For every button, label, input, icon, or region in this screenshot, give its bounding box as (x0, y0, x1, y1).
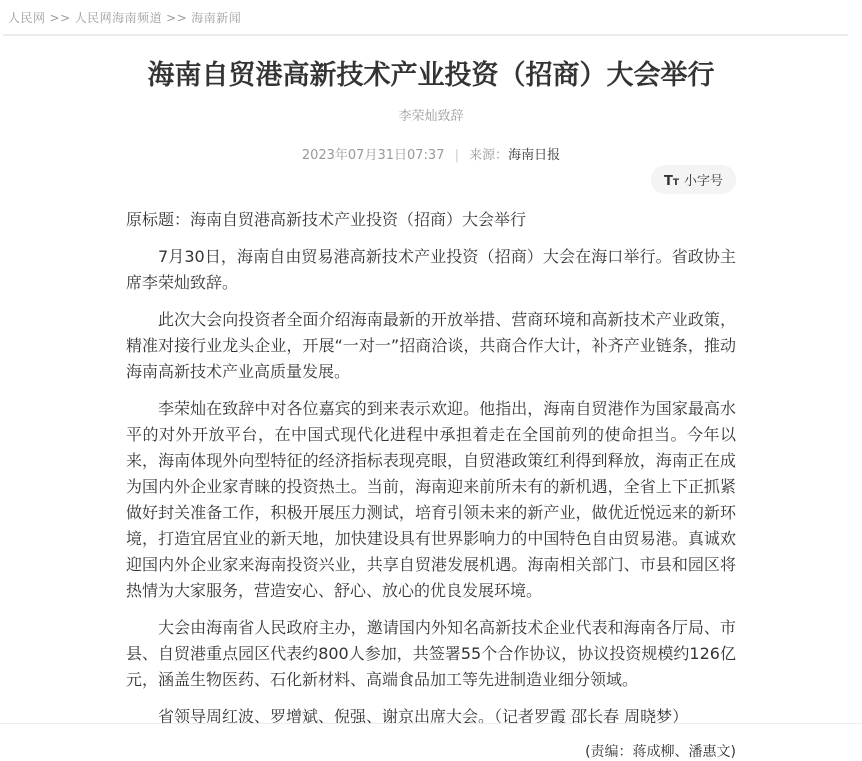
article-paragraph: 省领导周红波、罗增斌、倪强、谢京出席大会。（记者罗霞 邵长春 周晓梦） (158, 706, 689, 726)
article-subtitle: 李荣灿致辞 (398, 108, 464, 124)
article-toolbar (126, 165, 736, 194)
source-label: 来源： (469, 147, 509, 163)
article-paragraph: 原标题：海南自贸港高新技术产业投资（招商）大会举行 (126, 209, 527, 229)
source-link[interactable]: 海南日报 (508, 147, 561, 163)
breadcrumb-link[interactable]: 人民网 (8, 11, 46, 25)
article-paragraph: 7月30日，海南自由贸易港高新技术产业投资（招商）大会在海口举行。省政协主席李荣灿致辞。 (126, 246, 736, 292)
header-bar (3, 0, 848, 36)
font-size-icon: T T (663, 173, 679, 189)
breadcrumb-link[interactable]: 海南新闻 (191, 11, 242, 25)
editor-note: (责编：蒋成柳、潘惠文) (585, 743, 736, 760)
breadcrumb (8, 9, 848, 26)
publish-date: 2023年07月31日07:37 (301, 147, 445, 163)
article-meta (126, 144, 736, 163)
article-paragraph: 大会由海南省人民政府主办，邀请国内外知名高新技术企业代表和海南各厅局、市县、自贸港重点园区代表约800人参加，共签署55个合作协议，协议投资规模约126亿元，涵盖生物医药、石化新材料、高端食品加工等先进制造业细分领域。 (126, 617, 736, 689)
breadcrumb-separator: >> (166, 11, 188, 25)
font-size-button[interactable] (651, 165, 736, 194)
bottom-divider (0, 723, 862, 724)
page-title: 海南自贸港高新技术产业投资（招商）大会举行 (147, 60, 715, 91)
meta-separator: | (454, 147, 459, 163)
article-paragraph: 此次大会向投资者全面介绍海南最新的开放举措、营商环境和高新技术产业政策，精准对接行业龙头企业，开展“一对一”招商洽谈，共商合作大计，补齐产业链条，推动海南高新技术产业高质量发展。 (126, 309, 736, 381)
breadcrumb-separator: >> (49, 11, 71, 25)
article-paragraph: 李荣灿在致辞中对各位嘉宾的到来表示欢迎。他指出，海南自贸港作为国家最高水平的对外开放平台，在中国式现代化进程中承担着走在全国前列的使命担当。今年以来，海南体现外向型特征的经济指标表现亮眼，自贸港政策红利得到释放，海南正在成为国内外企业家青睐的投资热土。当前，海南迎来前所未有的新机遇，全省上下正抓紧做好封关准备工作，积极开展压力测试，培育引领未来的新产业，做优近悦远来的新环境，打造宜居宜业的新天地，加快建设具有世界影响力的中国特色自由贸易港。真诚欢迎国内外企业家来海南投资兴业，共享自贸港发展机遇。海南相关部门、市县和园区将热情为大家服务，营造安心、舒心、放心的优良发展环境。 (126, 398, 736, 600)
article-body (126, 207, 736, 730)
breadcrumb-link[interactable]: 人民网海南频道 (74, 11, 163, 25)
article-container (126, 60, 736, 761)
font-size-label: 小字号 (683, 173, 723, 189)
